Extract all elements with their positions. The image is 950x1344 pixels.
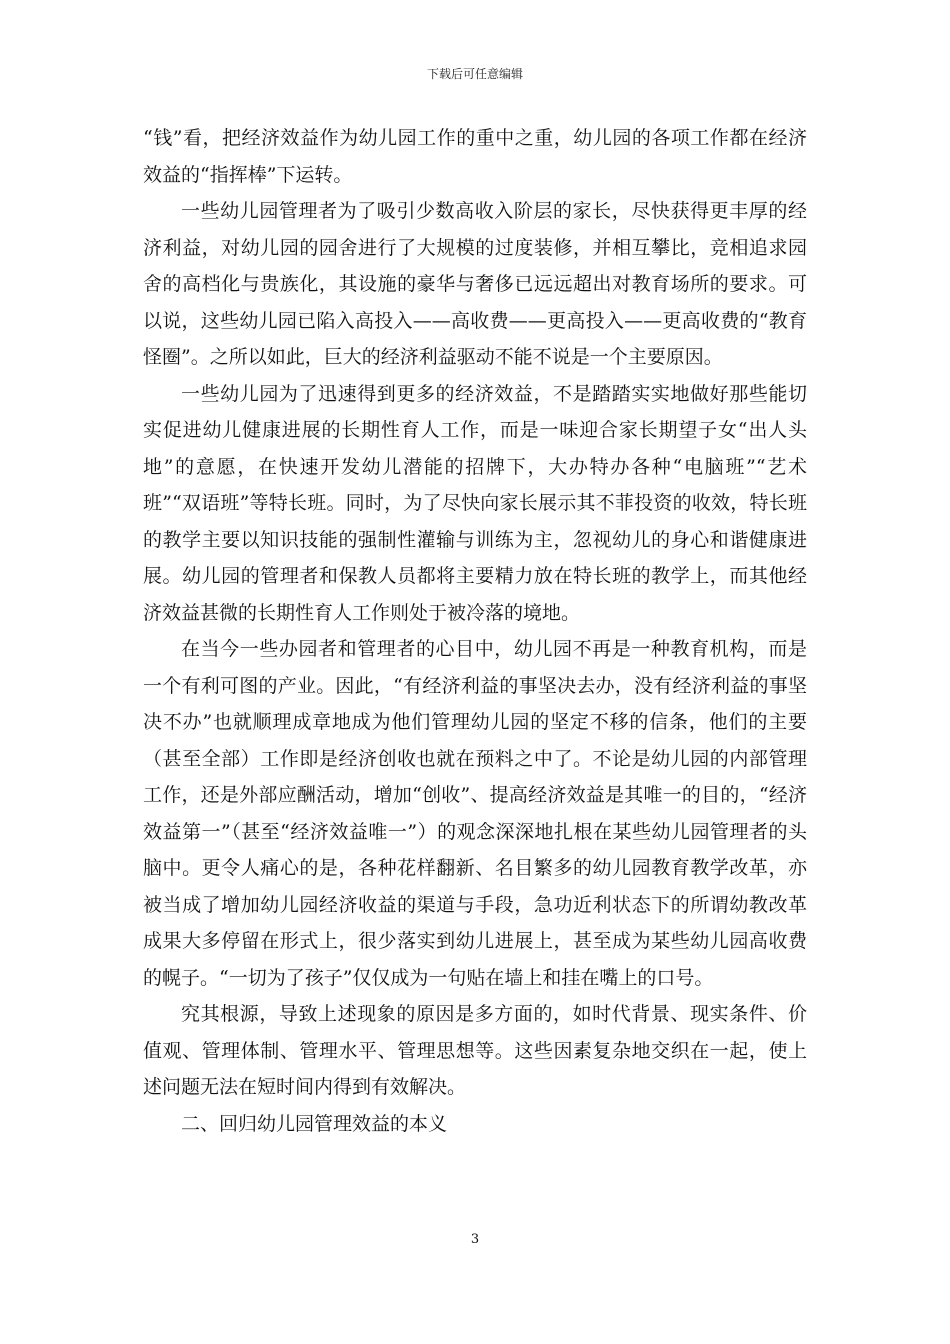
paragraph-continuation: “钱”看，把经济效益作为幼儿园工作的重中之重，幼儿园的各项工作都在经济效益的“指挥棒”下运转。	[143, 127, 807, 186]
section-heading: 二、回归幼儿园管理效益的本义	[181, 1112, 448, 1135]
page-number: 3	[470, 1232, 480, 1247]
paragraph-luxury-facilities: 一些幼儿园管理者为了吸引少数高收入阶层的家长，尽快获得更丰厚的经济利益，对幼儿园的园舍进行了大规模的过度装修，并相互攀比，竞相追求园舍的高档化与贵族化，其设施的豪华与奢侈已远远超出对教育场所的要求。可以说，这些幼儿园已陷入高投入——高收费——更高投入——更高收费的“教育怪圈”。之所以如此，巨大的经济利益驱动不能不说是一个主要原因。	[143, 200, 807, 368]
document-body	[143, 120, 807, 1142]
paragraph-specialty-classes: 一些幼儿园为了迅速得到更多的经济效益，不是踏踏实实地做好那些能切实促进幼儿健康进展的长期性育人工作，而是一味迎合家长期望子女“出人头地”的意愿，在快速开发幼儿潜能的招牌下，大办特办各种“电脑班”“艺术班”“双语班”等特长班。同时，为了尽快向家长展示其不菲投资的收效，特长班的教学主要以知识技能的强制性灌输与训练为主，忽视幼儿的身心和谐健康进展。幼儿园的管理者和保教人员都将主要精力放在特长班的教学上，而其他经济效益甚微的长期性育人工作则处于被冷落的境地。	[143, 382, 807, 624]
paragraph-profit-industry: 在当今一些办园者和管理者的心目中，幼儿园不再是一种教育机构，而是一个有利可图的产业。因此，“有经济利益的事坚决去办，没有经济利益的事坚决不办”也就顺理成章地成为他们管理幼儿园的坚定不移的信条，他们的主要（甚至全部）工作即是经济创收也就在预料之中了。不论是幼儿园的内部管理工作，还是外部应酬活动，增加“创收”、提高经济效益是其唯一的目的，“经济效益第一”（甚至“经济效益唯一”）的观念深深地扎根在某些幼儿园管理者的头脑中。更令人痛心的是，各种花样翻新、名目繁多的幼儿园教育教学改革，亦被当成了增加幼儿园经济收益的渠道与手段，急功近利状态下的所谓幼教改革成果大多停留在形式上，很少落实到幼儿进展上，甚至成为某些幼儿园高收费的幌子。“一切为了孩子”仅仅成为一句贴在墙上和挂在嘴上的口号。	[143, 638, 807, 989]
paragraph-root-causes: 究其根源，导致上述现象的原因是多方面的，如时代背景、现实条件、价值观、管理体制、管理水平、管理思想等。这些因素复杂地交织在一起，使上述问题无法在短时间内得到有效解决。	[143, 1003, 807, 1098]
page-header-note: 下载后可任意编辑	[426, 67, 523, 81]
